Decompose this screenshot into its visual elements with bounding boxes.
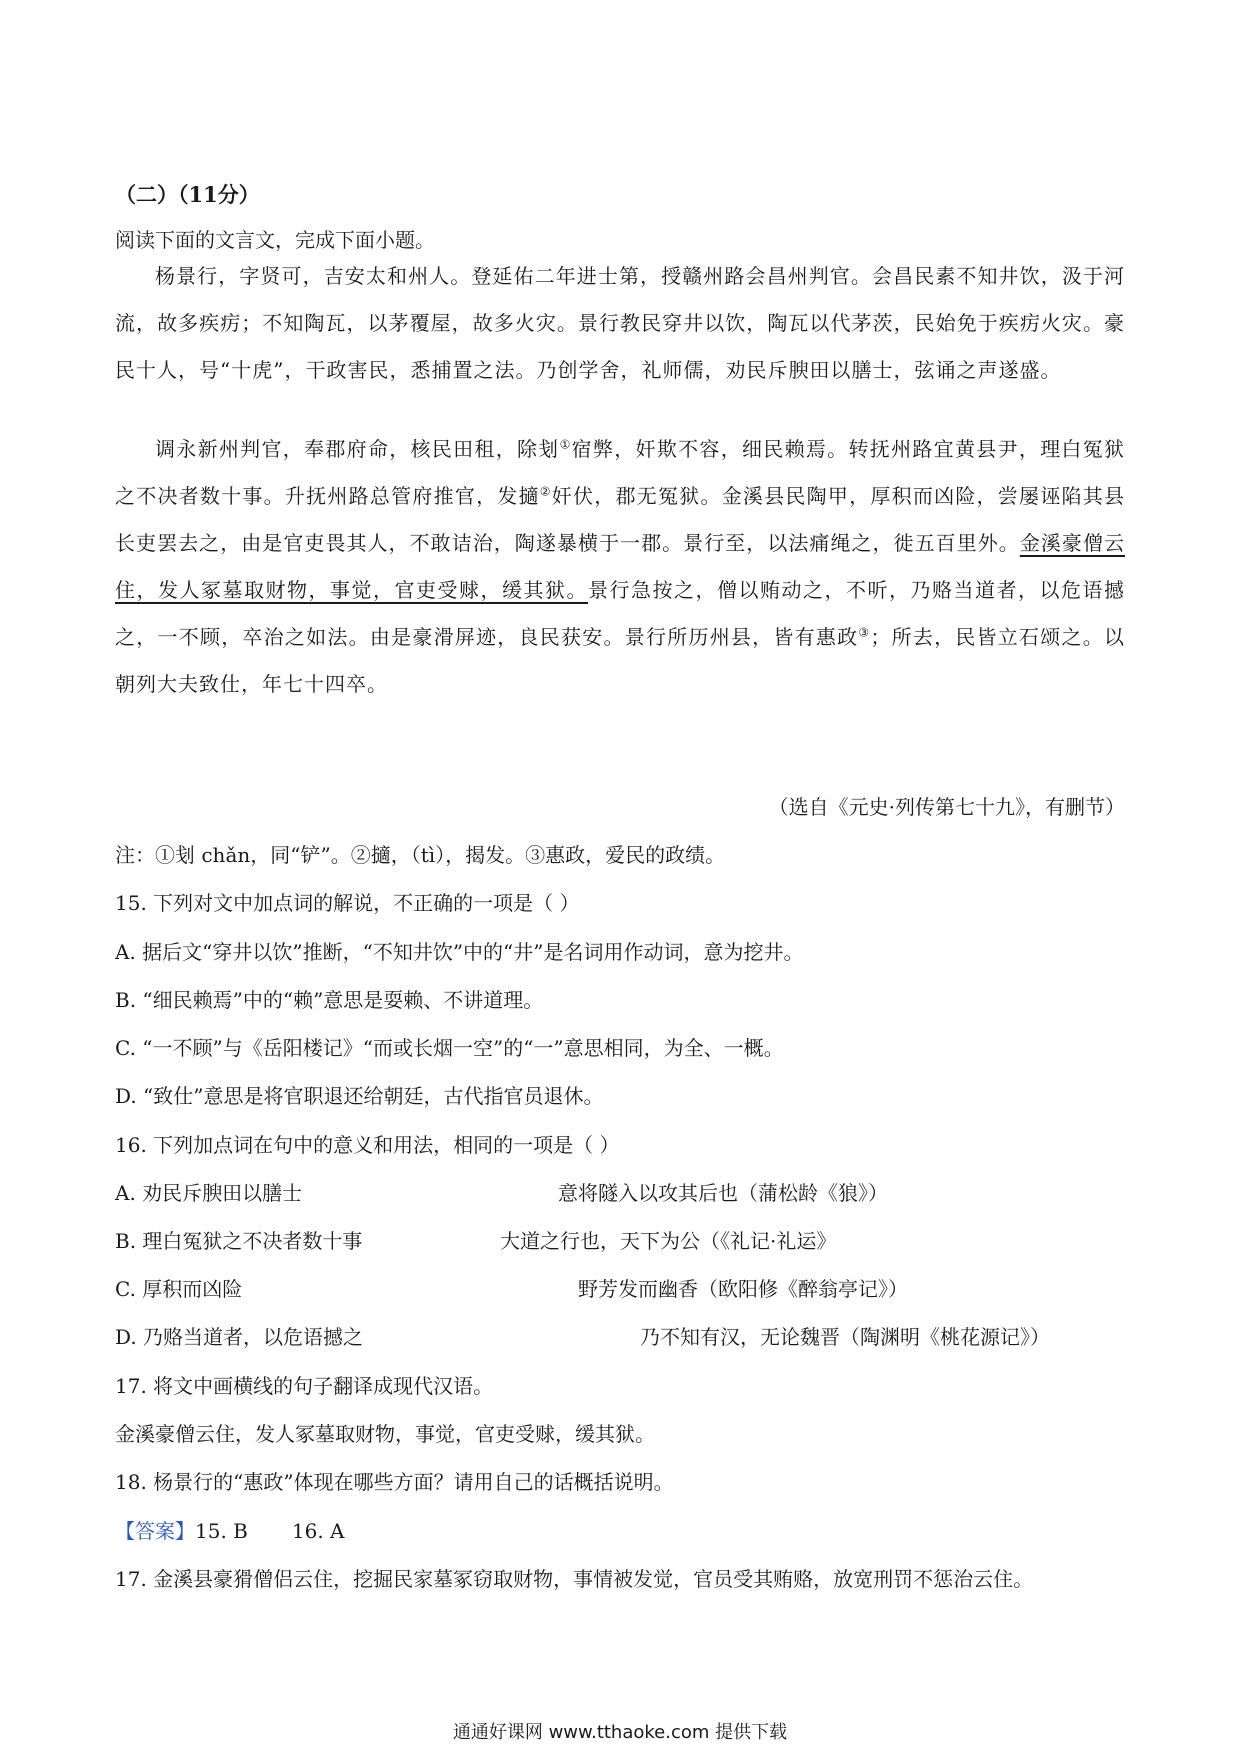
notes: 注：①刬 chǎn，同“铲”。②擿，（tì），揭发。③惠政，爱民的政绩。 (115, 843, 726, 867)
question-15-option-c: C. “一不顾”与《岳阳楼记》“而或长烟一空”的“一”意思相同，为全、一概。 (115, 1036, 784, 1060)
question-16-option-a-right: 意将隧入以攻其后也（蒲松龄《狼》） (558, 1181, 888, 1205)
question-18-stem: 18. 杨景行的“惠政”体现在哪些方面？请用自己的话概括说明。 (115, 1470, 674, 1494)
question-16-stem: 16. 下列加点词在句中的意义和用法，相同的一项是（ ） (115, 1133, 620, 1157)
answer-line (115, 1516, 344, 1546)
question-16-option-c-right: 野芳发而幽香（欧阳修《醉翁亭记》） (578, 1277, 908, 1301)
answer-tag: 【答案】 (115, 1519, 195, 1543)
answer-16: 16. A (291, 1519, 345, 1543)
question-15-option-b: B. “细民赖焉”中的“赖”意思是耍赖、不讲道理。 (115, 988, 544, 1012)
answer-17: 17. 金溪县豪猾僧侣云住，挖掘民家墓冢窃取财物，事情被发觉，官员受其贿赂，放宽刑罚不惩治云住。 (115, 1567, 1034, 1591)
question-15-option-a: A. 据后文“穿井以饮”推断，“不知井饮”中的“井”是名词用作动词，意为挖井。 (115, 940, 804, 964)
question-16-option-b-right: 大道之行也，天下为公（《礼记·礼运》 (500, 1229, 837, 1253)
answer-15: 15. B (195, 1519, 248, 1543)
page-footer: 通通好课网 www.tthaoke.com 提供下载 (452, 1722, 788, 1743)
passage-paragraph-1: 杨景行，字贤可，吉安太和州人。登延佑二年进士第，授赣州路会昌州判官。会昌民素不知井饮，汲于河流，故多疾疠；不知陶瓦，以茅覆屋，故多火灾。景行教民穿井以饮，陶瓦以代茅茨，民始免于疾疠火灾。豪民十人，号“十虎”，干政害民，悉捕置之法。乃创学舍，礼师儒，劝民斥腴田以膳士，弦诵之声遂盛。 (115, 264, 1125, 382)
question-16-option-d-right: 乃不知有汉，无论魏晋（陶渊明《桃花源记》） (640, 1325, 1050, 1349)
question-15-option-d: D. “致仕”意思是将官职退还给朝廷，古代指官员退休。 (115, 1084, 604, 1108)
instruction-text: 阅读下面的文言文，完成下面小题。 (115, 228, 435, 252)
question-17-stem: 17. 将文中画横线的句子翻译成现代汉语。 (115, 1374, 494, 1398)
question-17-sentence: 金溪豪僧云住，发人冢墓取财物，事觉，官吏受赇，缓其狱。 (115, 1422, 655, 1446)
question-16-option-d-left: D. 乃赂当道者，以危语撼之 (115, 1325, 364, 1349)
question-16-option-a-left: A. 劝民斥腴田以膳士 (115, 1181, 303, 1205)
question-15-stem: 15. 下列对文中加点词的解说，不正确的一项是（ ） (115, 891, 580, 915)
section-title: （二）（11分） (115, 182, 260, 207)
source-citation: （选自《元史·列传第七十九》，有删节） (768, 795, 1125, 819)
question-16-option-c-left: C. 厚积而凶险 (115, 1277, 243, 1301)
question-16-option-b-left: B. 理白冤狱之不决者数十事 (115, 1229, 363, 1253)
passage-paragraph-2: 调永新州判官，奉郡府命，核民田租，除刬①宿弊，奸欺不容，细民赖焉。转抚州路宜黄县尹，理白冤狱之不决者数十事。升抚州路总管府推官，发擿②奸伏，郡无冤狱。金溪县民陶甲，厚积而凶险，尝屡诬陷其县长吏罢去之，由是官吏畏其人，不敢诘治，陶遂暴横于一郡。景行至，以法痛绳之，徙五百里外。金溪豪僧云住，发人冢墓取财物，事觉，官吏受赇，缓其狱。景行急按之，僧以贿动之，不听，乃赂当道者，以危语撼之，一不顾，卒治之如法。由是豪滑屏迹，良民获安。景行所历州县，皆有惠政③；所去，民皆立石颂之。以朝列大夫致仕，年七十四卒。 (115, 437, 1126, 696)
underlined-sentence: 金溪豪僧云住，发人冢墓取财物，事觉，官吏受赇，缓其狱。 (115, 531, 1126, 602)
